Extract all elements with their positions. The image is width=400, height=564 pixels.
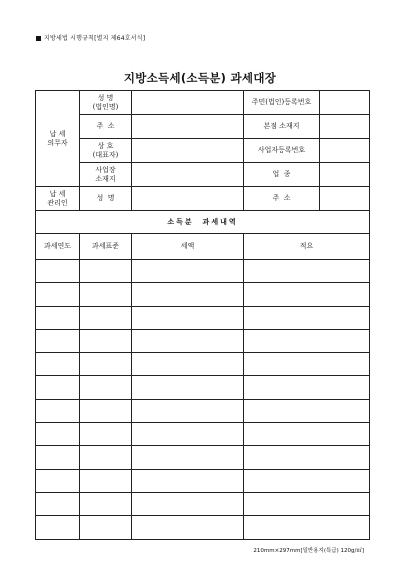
col-header-tax-base-text: 과세표준 bbox=[91, 242, 120, 251]
tax-year-cell[interactable] bbox=[36, 329, 80, 352]
tax-amount-cell[interactable] bbox=[132, 399, 244, 422]
tax-base-cell[interactable] bbox=[80, 353, 132, 376]
section-title-text: 소득분 과세내역 bbox=[167, 217, 238, 226]
business-reg-no-field[interactable] bbox=[320, 139, 370, 163]
remarks-cell[interactable] bbox=[244, 492, 370, 515]
tax-amount-cell[interactable] bbox=[132, 423, 244, 446]
tax-year-cell[interactable] bbox=[36, 376, 80, 399]
manager-group-text: 납 세 관리인 bbox=[47, 189, 68, 207]
tax-year-cell[interactable] bbox=[36, 516, 80, 539]
remarks-cell[interactable] bbox=[244, 283, 370, 306]
tax-amount-cell[interactable] bbox=[132, 446, 244, 469]
tax-base-cell[interactable] bbox=[80, 399, 132, 422]
remarks-cell[interactable] bbox=[244, 353, 370, 376]
remarks-cell[interactable] bbox=[244, 260, 370, 283]
taxpayer-row-2 bbox=[36, 115, 370, 139]
resident-no-label-text: 주민(법인)등록번호 bbox=[251, 98, 312, 107]
col-header-tax-year-text: 과세연도 bbox=[43, 242, 72, 251]
taxpayer-group-label bbox=[36, 91, 80, 187]
tax-base-cell[interactable] bbox=[80, 306, 132, 329]
page-title: 지방소득세(소득분) 과세대장 bbox=[123, 71, 277, 85]
tax-base-cell[interactable] bbox=[80, 516, 132, 539]
business-name-label-text: 상 호 (대표자) bbox=[92, 141, 119, 159]
table-row bbox=[36, 516, 370, 539]
tax-year-cell[interactable] bbox=[36, 469, 80, 492]
manager-address-label-text: 주 소 bbox=[272, 194, 291, 203]
section-title-row bbox=[36, 211, 370, 234]
business-location-field[interactable] bbox=[132, 163, 244, 187]
tax-year-cell[interactable] bbox=[36, 260, 80, 283]
paper-size-note: 210mm×297mm[일반용지(특급) 120g/㎡] bbox=[253, 548, 364, 554]
business-name-label bbox=[80, 139, 132, 163]
square-bullet-icon bbox=[36, 36, 41, 41]
col-header-tax-base bbox=[80, 234, 132, 260]
remarks-cell[interactable] bbox=[244, 306, 370, 329]
col-header-remarks bbox=[244, 234, 370, 260]
tax-amount-cell[interactable] bbox=[132, 376, 244, 399]
tax-amount-cell[interactable] bbox=[132, 306, 244, 329]
address-field[interactable] bbox=[132, 115, 244, 139]
col-header-remarks-text: 적요 bbox=[299, 242, 314, 251]
business-name-field[interactable] bbox=[132, 139, 244, 163]
remarks-cell[interactable] bbox=[244, 376, 370, 399]
section-title bbox=[36, 211, 370, 234]
tax-year-cell[interactable] bbox=[36, 492, 80, 515]
name-label-text: 성 명 (법인명) bbox=[92, 93, 119, 111]
tax-base-cell[interactable] bbox=[80, 492, 132, 515]
manager-row bbox=[36, 187, 370, 211]
remarks-cell[interactable] bbox=[244, 446, 370, 469]
tax-base-cell[interactable] bbox=[80, 329, 132, 352]
manager-name-field[interactable] bbox=[132, 187, 244, 211]
tax-base-cell[interactable] bbox=[80, 376, 132, 399]
resident-no-field[interactable] bbox=[320, 91, 370, 115]
col-header-tax-amount bbox=[132, 234, 244, 260]
table-row bbox=[36, 399, 370, 422]
head-office-field[interactable] bbox=[320, 115, 370, 139]
business-location-label bbox=[80, 163, 132, 187]
table-row bbox=[36, 446, 370, 469]
manager-group-label bbox=[36, 187, 80, 211]
taxpayer-row-1 bbox=[36, 91, 370, 115]
business-reg-no-label bbox=[244, 139, 320, 163]
table-row bbox=[36, 306, 370, 329]
head-office-label-text: 본점 소재지 bbox=[263, 122, 300, 131]
manager-address-label bbox=[244, 187, 320, 211]
remarks-cell[interactable] bbox=[244, 423, 370, 446]
head-office-label bbox=[244, 115, 320, 139]
table-row bbox=[36, 423, 370, 446]
tax-base-cell[interactable] bbox=[80, 469, 132, 492]
business-reg-no-label-text: 사업자등록번호 bbox=[257, 146, 306, 155]
industry-label-text: 업 종 bbox=[272, 170, 291, 179]
taxpayer-row-4 bbox=[36, 163, 370, 187]
tax-amount-cell[interactable] bbox=[132, 516, 244, 539]
manager-name-label bbox=[80, 187, 132, 211]
remarks-cell[interactable] bbox=[244, 516, 370, 539]
tax-amount-cell[interactable] bbox=[132, 353, 244, 376]
taxpayer-row-3 bbox=[36, 139, 370, 163]
tax-year-cell[interactable] bbox=[36, 446, 80, 469]
address-label-text: 주 소 bbox=[96, 122, 115, 131]
form-reference-text: 지방세법 시행규칙[별지 제64호서식] bbox=[44, 35, 146, 42]
tax-amount-cell[interactable] bbox=[132, 260, 244, 283]
col-header-tax-year bbox=[36, 234, 80, 260]
table-row bbox=[36, 492, 370, 515]
address-label bbox=[80, 115, 132, 139]
tax-year-cell[interactable] bbox=[36, 423, 80, 446]
tax-amount-cell[interactable] bbox=[132, 469, 244, 492]
tax-year-cell[interactable] bbox=[36, 283, 80, 306]
remarks-cell[interactable] bbox=[244, 469, 370, 492]
industry-label bbox=[244, 163, 320, 187]
resident-no-label bbox=[244, 91, 320, 115]
business-location-label-text: 사업장 소재지 bbox=[95, 165, 116, 183]
taxpayer-group-text: 납 세 의무자 bbox=[47, 129, 68, 147]
table-row bbox=[36, 469, 370, 492]
tax-year-cell[interactable] bbox=[36, 399, 80, 422]
table-row bbox=[36, 260, 370, 283]
industry-field[interactable] bbox=[320, 163, 370, 187]
remarks-cell[interactable] bbox=[244, 399, 370, 422]
col-header-tax-amount-text: 세액 bbox=[180, 242, 195, 251]
table-row bbox=[36, 376, 370, 399]
tax-amount-cell[interactable] bbox=[132, 492, 244, 515]
tax-year-cell[interactable] bbox=[36, 353, 80, 376]
tax-year-cell[interactable] bbox=[36, 306, 80, 329]
remarks-cell[interactable] bbox=[244, 329, 370, 352]
manager-address-field[interactable] bbox=[320, 187, 370, 211]
name-field[interactable] bbox=[132, 91, 244, 115]
tax-ledger-form bbox=[35, 90, 370, 540]
table-row bbox=[36, 283, 370, 306]
form-reference bbox=[36, 33, 145, 42]
tax-base-cell[interactable] bbox=[80, 423, 132, 446]
table-row bbox=[36, 329, 370, 352]
table-row bbox=[36, 353, 370, 376]
tax-base-cell[interactable] bbox=[80, 260, 132, 283]
tax-base-cell[interactable] bbox=[80, 283, 132, 306]
name-label bbox=[80, 91, 132, 115]
tax-amount-cell[interactable] bbox=[132, 283, 244, 306]
tax-base-cell[interactable] bbox=[80, 446, 132, 469]
tax-amount-cell[interactable] bbox=[132, 329, 244, 352]
column-header-row bbox=[36, 234, 370, 260]
manager-name-label-text: 성 명 bbox=[96, 194, 115, 203]
